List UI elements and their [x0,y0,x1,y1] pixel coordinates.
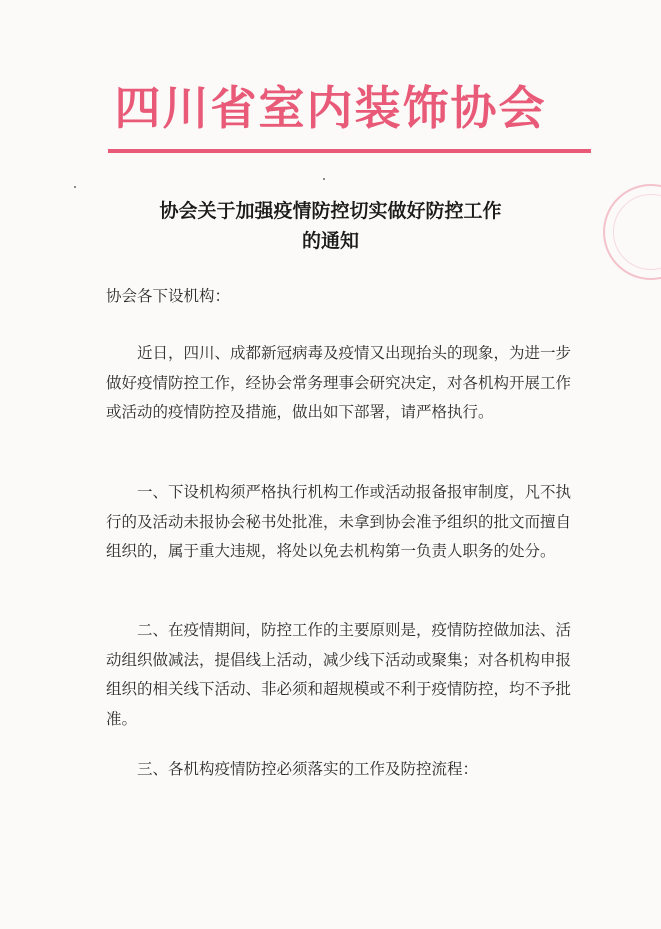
scan-speck [74,186,76,188]
letterhead-org-name: 四川省室内装饰协会 [114,81,547,135]
paragraph-intro: 近日，四川、成都新冠病毒及疫情又出现抬头的现象，为进一步做好疫情防控工作，经协会常务理事会研究决定，对各机构开展工作或活动的疫情防控及措施，做出如下部署，请严格执行。 [106,344,572,421]
paragraph-item-two: 二、在疫情期间，防控工作的主要原则是，疫情防控做加法、活动组织做减法，提倡线上活动，减少线下活动或聚集；对各机构申报组织的相关线下活动、非必须和超规模或不利于疫情防控，均不予批准。 [106,621,572,728]
paragraph-item-one: 一、下设机构须严格执行机构工作或活动报备报审制度，凡不执行的及活动未报协会秘书处批准，未拿到协会准予组织的批文而擅自组织的，属于重大违规，将处以免去机构第一负责人职务的处分。 [106,483,572,560]
scan-speck [323,178,325,180]
salutation: 协会各下设机构： [106,287,231,305]
seal-inner-ring [613,194,661,270]
document-title-line2: 的通知 [301,230,359,252]
partial-seal-stamp [603,184,661,280]
document-title-line1: 协会关于加强疫情防控切实做好防控工作 [159,200,502,222]
paragraph-item-three: 三、各机构疫情防控必须落实的工作及防控流程： [137,760,479,778]
letterhead-red-rule [108,149,591,153]
document-title [60,196,601,256]
